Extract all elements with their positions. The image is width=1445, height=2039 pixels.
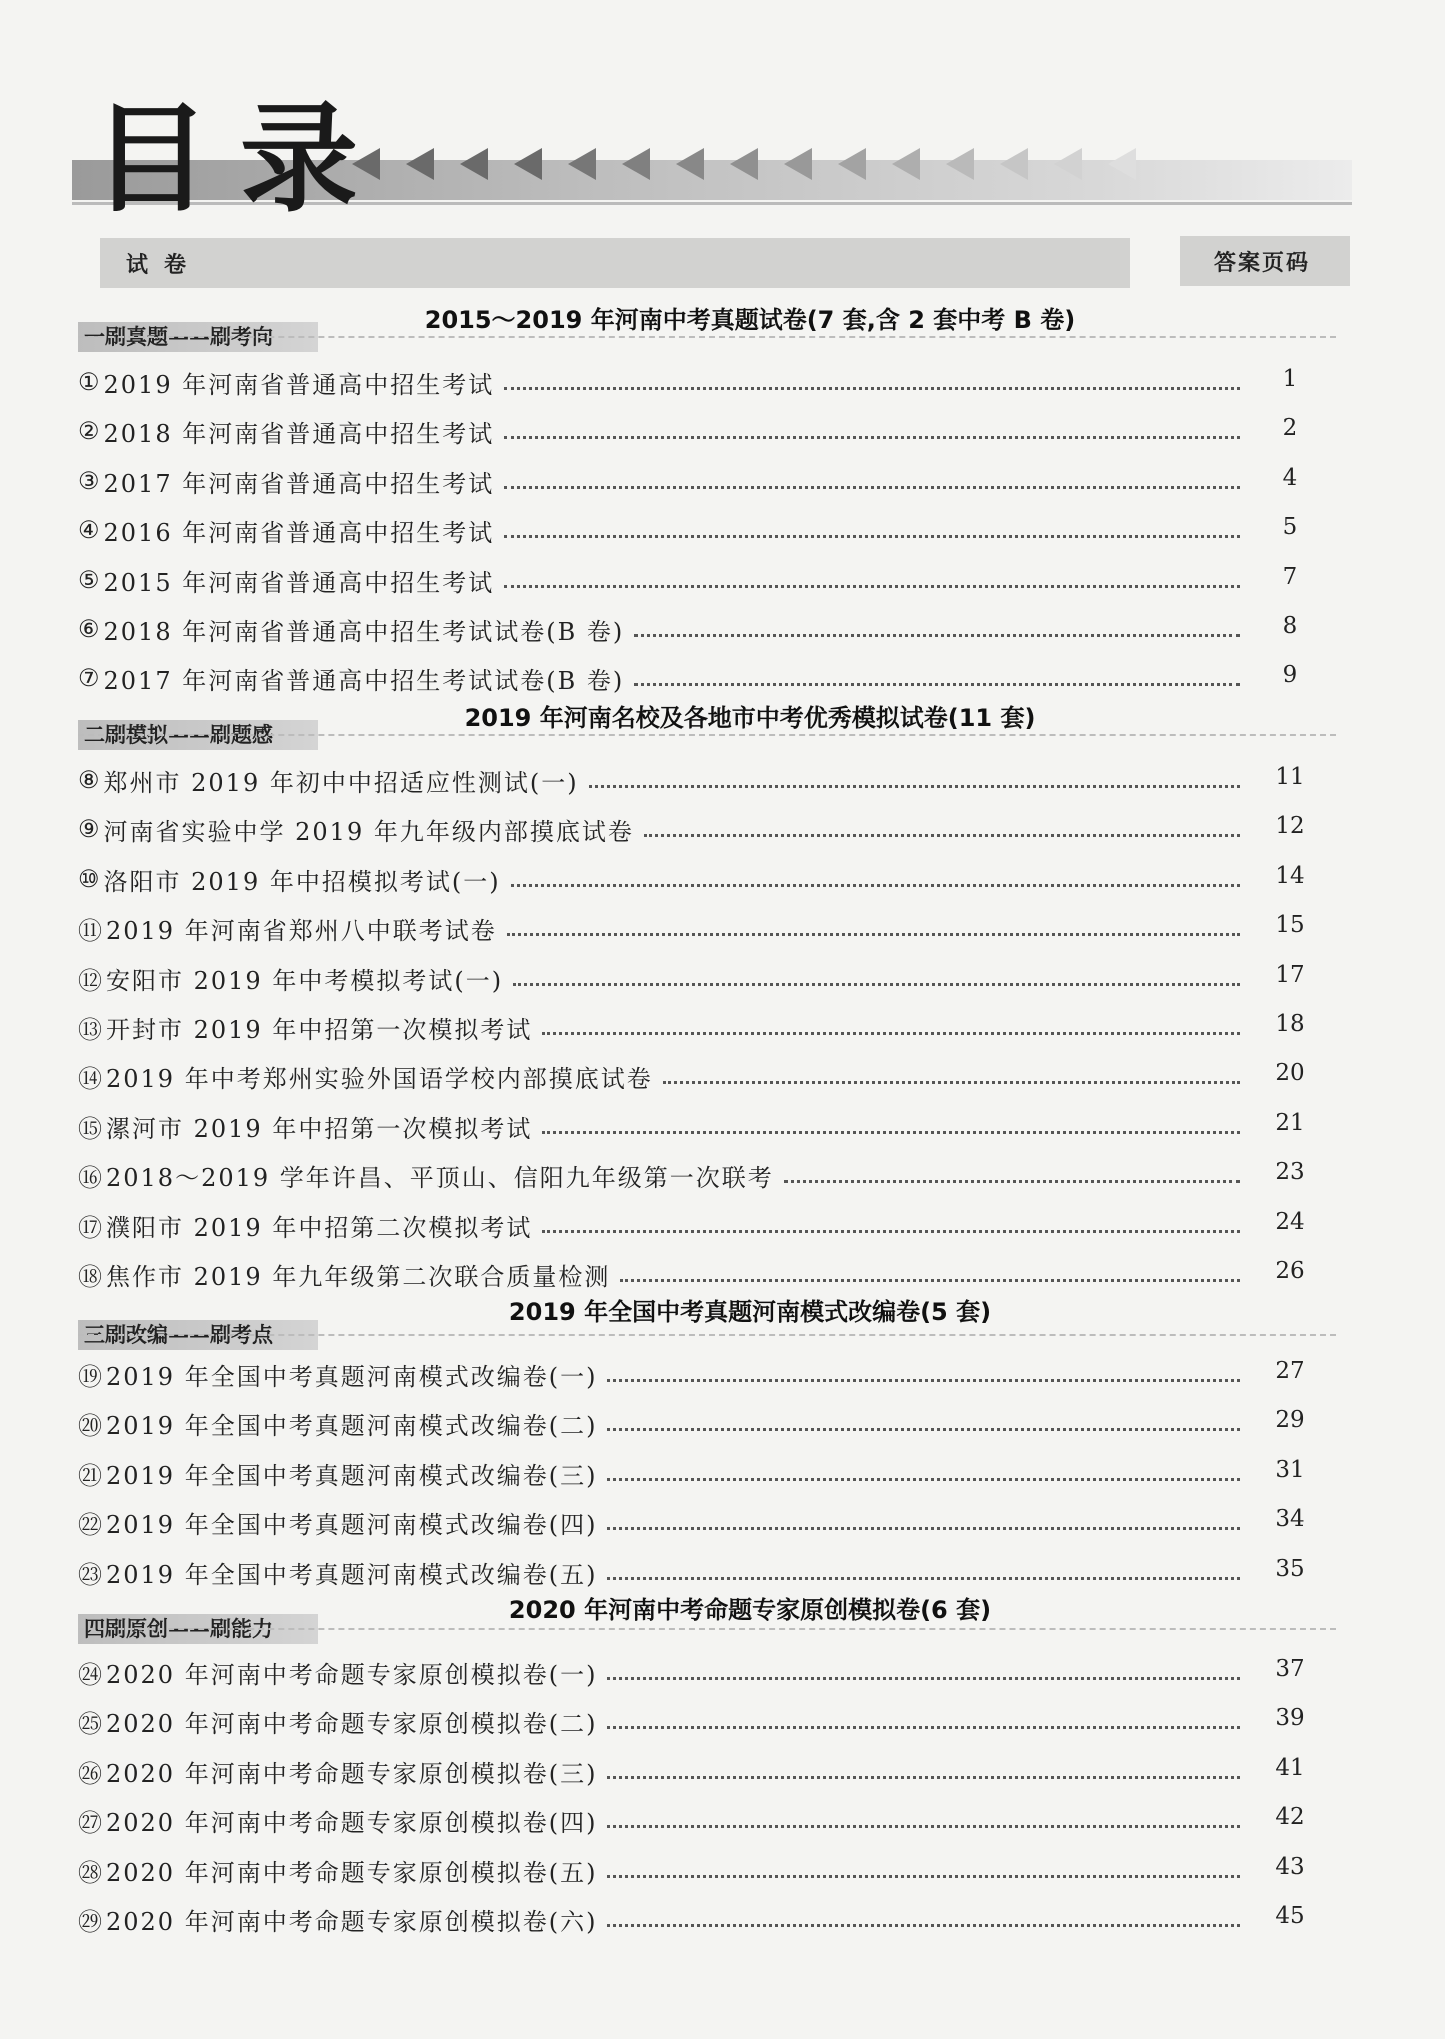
entry-number: ⑱ bbox=[78, 1262, 104, 1291]
dot-leader bbox=[607, 1379, 1240, 1382]
section-label: 一刷真题——刷考向 bbox=[78, 322, 318, 352]
toc-entry[interactable] bbox=[78, 1652, 1250, 1692]
entry-number: ⑧ bbox=[78, 766, 102, 794]
entry-page-number: 24 bbox=[1275, 1209, 1305, 1235]
entry-title: 郑州市 2019 年初中中招适应性测试(一) bbox=[103, 768, 579, 797]
toc-entry[interactable] bbox=[78, 1899, 1250, 1939]
entry-title: 2018 年河南省普通高中招生考试试卷(B 卷) bbox=[103, 617, 625, 646]
dot-leader bbox=[504, 436, 1240, 439]
entry-number: ② bbox=[78, 417, 102, 445]
entry-page-number: 31 bbox=[1275, 1457, 1305, 1483]
entry-title: 2020 年河南中考命题专家原创模拟卷(三) bbox=[106, 1759, 598, 1788]
dot-leader bbox=[607, 1825, 1240, 1828]
entry-title: 2019 年河南省郑州八中联考试卷 bbox=[106, 916, 497, 945]
toc-entry[interactable] bbox=[78, 1701, 1250, 1741]
section-rule bbox=[78, 734, 1336, 736]
entry-page-number: 8 bbox=[1282, 613, 1298, 639]
entry-number: ㉓ bbox=[78, 1560, 104, 1589]
entry-number: ⑪ bbox=[78, 916, 104, 945]
entry-page-number: 4 bbox=[1282, 465, 1298, 491]
toc-entry[interactable] bbox=[78, 809, 1250, 849]
page-title: 目录 bbox=[92, 90, 389, 228]
section-title: 2015～2019 年河南中考真题试卷(7 套,含 2 套中考 B 卷) bbox=[424, 306, 1076, 334]
arrow-left-icon bbox=[622, 148, 650, 180]
dot-leader bbox=[607, 1726, 1240, 1729]
entry-page-number: 41 bbox=[1275, 1755, 1305, 1781]
entry-number: ⑥ bbox=[78, 615, 102, 643]
entry-page-number: 42 bbox=[1275, 1804, 1305, 1830]
entry-number: ㉙ bbox=[78, 1907, 104, 1936]
dot-leader bbox=[513, 983, 1240, 986]
entry-number: ⑬ bbox=[78, 1015, 104, 1044]
entry-title: 2020 年河南中考命题专家原创模拟卷(二) bbox=[106, 1709, 598, 1738]
toc-entry[interactable] bbox=[78, 510, 1250, 550]
entry-number: ⑰ bbox=[78, 1213, 104, 1242]
section-title: 2019 年河南名校及各地市中考优秀模拟试卷(11 套) bbox=[464, 704, 1036, 732]
toc-entry[interactable] bbox=[78, 1453, 1250, 1493]
entry-number: ③ bbox=[78, 467, 102, 495]
toc-entry[interactable] bbox=[78, 560, 1250, 600]
entry-title: 洛阳市 2019 年中招模拟考试(一) bbox=[103, 867, 501, 896]
dot-leader bbox=[784, 1180, 1240, 1183]
dot-leader bbox=[504, 585, 1240, 588]
arrow-left-icon bbox=[514, 148, 542, 180]
title-band bbox=[72, 90, 1352, 228]
entry-page-number: 35 bbox=[1275, 1556, 1305, 1582]
entry-page-number: 26 bbox=[1275, 1258, 1305, 1284]
dot-leader bbox=[504, 486, 1240, 489]
dot-leader bbox=[620, 1279, 1240, 1282]
arrow-left-icon bbox=[460, 148, 488, 180]
entry-page-number: 11 bbox=[1275, 764, 1305, 790]
dot-leader bbox=[663, 1081, 1240, 1084]
toc-entry[interactable] bbox=[78, 859, 1250, 899]
entry-number: ① bbox=[78, 368, 102, 396]
toc-entry[interactable] bbox=[78, 1155, 1250, 1195]
entry-page-number: 23 bbox=[1275, 1159, 1305, 1185]
toc-entry[interactable] bbox=[78, 1354, 1250, 1394]
entry-page-number: 20 bbox=[1275, 1060, 1305, 1086]
toc-entry[interactable] bbox=[78, 1552, 1250, 1592]
column-header-papers-label: 试卷 bbox=[126, 253, 203, 278]
entry-title: 2020 年河南中考命题专家原创模拟卷(一) bbox=[106, 1660, 598, 1689]
entry-page-number: 1 bbox=[1282, 366, 1298, 392]
section-rule bbox=[78, 336, 1336, 338]
entry-title: 2018 年河南省普通高中招生考试 bbox=[103, 419, 495, 448]
entry-page-number: 9 bbox=[1282, 662, 1298, 688]
dot-leader bbox=[607, 1428, 1240, 1431]
entry-number: ⑤ bbox=[78, 566, 102, 594]
toc-entry[interactable] bbox=[78, 1751, 1250, 1791]
entry-number: ⑭ bbox=[78, 1064, 104, 1093]
section-label: 四刷原创——刷能力 bbox=[78, 1614, 318, 1644]
dot-leader bbox=[607, 1875, 1240, 1878]
entry-title: 2018～2019 学年许昌、平顶山、信阳九年级第一次联考 bbox=[106, 1163, 774, 1192]
entry-title: 2019 年全国中考真题河南模式改编卷(一) bbox=[106, 1362, 598, 1391]
entry-page-number: 45 bbox=[1275, 1903, 1305, 1929]
entry-number: ㉕ bbox=[78, 1709, 104, 1738]
toc-entry[interactable] bbox=[78, 362, 1250, 402]
toc-entry[interactable] bbox=[78, 1106, 1250, 1146]
toc-entry[interactable] bbox=[78, 958, 1250, 998]
entry-page-number: 39 bbox=[1275, 1705, 1305, 1731]
column-header-answer-pages bbox=[1180, 236, 1350, 286]
arrow-left-icon bbox=[1000, 148, 1028, 180]
entry-number: ④ bbox=[78, 516, 102, 544]
entry-title: 2017 年河南省普通高中招生考试 bbox=[103, 469, 495, 498]
column-header-answer-pages-label: 答案页码 bbox=[1214, 251, 1311, 276]
entry-number: ㉘ bbox=[78, 1858, 104, 1887]
entry-number: ⑫ bbox=[78, 966, 104, 995]
entry-title: 焦作市 2019 年九年级第二次联合质量检测 bbox=[106, 1262, 611, 1291]
toc-entry[interactable] bbox=[78, 1254, 1250, 1294]
entry-number: ㉖ bbox=[78, 1759, 104, 1788]
toc-entry[interactable] bbox=[78, 1502, 1250, 1542]
toc-entry[interactable] bbox=[78, 908, 1250, 948]
entry-page-number: 7 bbox=[1282, 564, 1298, 590]
entry-title: 漯河市 2019 年中招第一次模拟考试 bbox=[106, 1114, 533, 1143]
entry-page-number: 43 bbox=[1275, 1854, 1305, 1880]
entry-page-number: 29 bbox=[1275, 1407, 1305, 1433]
entry-number: ⑦ bbox=[78, 664, 102, 692]
dot-leader bbox=[607, 1478, 1240, 1481]
dot-leader bbox=[542, 1131, 1240, 1134]
entry-page-number: 12 bbox=[1275, 813, 1305, 839]
entry-number: ⑯ bbox=[78, 1163, 104, 1192]
toc-entry[interactable] bbox=[78, 1007, 1250, 1047]
entry-title: 河南省实验中学 2019 年九年级内部摸底试卷 bbox=[103, 817, 634, 846]
section-rule bbox=[78, 1628, 1336, 1630]
arrow-left-icon bbox=[676, 148, 704, 180]
dot-leader bbox=[504, 535, 1240, 538]
arrow-left-icon bbox=[838, 148, 866, 180]
entry-number: ⑮ bbox=[78, 1114, 104, 1143]
entry-title: 2020 年河南中考命题专家原创模拟卷(六) bbox=[106, 1907, 598, 1936]
entry-title: 安阳市 2019 年中考模拟考试(一) bbox=[106, 966, 504, 995]
section-title: 2020 年河南中考命题专家原创模拟卷(6 套) bbox=[508, 1596, 992, 1624]
entry-title: 2015 年河南省普通高中招生考试 bbox=[103, 568, 495, 597]
entry-title: 2019 年河南省普通高中招生考试 bbox=[103, 370, 495, 399]
toc-entry[interactable] bbox=[78, 1056, 1250, 1096]
entry-title: 2019 年全国中考真题河南模式改编卷(五) bbox=[106, 1560, 598, 1589]
arrow-left-icon bbox=[784, 148, 812, 180]
entry-title: 2019 年全国中考真题河南模式改编卷(三) bbox=[106, 1461, 598, 1490]
entry-title: 2016 年河南省普通高中招生考试 bbox=[103, 518, 495, 547]
entry-page-number: 21 bbox=[1275, 1110, 1305, 1136]
arrow-left-icon bbox=[946, 148, 974, 180]
dot-leader bbox=[644, 834, 1240, 837]
entry-number: ㉑ bbox=[78, 1461, 104, 1490]
arrow-left-icon bbox=[730, 148, 758, 180]
dot-leader bbox=[634, 634, 1240, 637]
entry-page-number: 5 bbox=[1282, 514, 1298, 540]
section-label: 二刷模拟——刷题感 bbox=[78, 720, 318, 750]
entry-page-number: 17 bbox=[1275, 962, 1305, 988]
dot-leader bbox=[607, 1577, 1240, 1580]
section-rule bbox=[78, 1334, 1336, 1336]
toc-entry[interactable] bbox=[78, 1850, 1250, 1890]
entry-title: 2017 年河南省普通高中招生考试试卷(B 卷) bbox=[103, 666, 625, 695]
dot-leader bbox=[634, 683, 1240, 686]
dot-leader bbox=[607, 1776, 1240, 1779]
entry-title: 2020 年河南中考命题专家原创模拟卷(五) bbox=[106, 1858, 598, 1887]
entry-page-number: 15 bbox=[1275, 912, 1305, 938]
dot-leader bbox=[607, 1527, 1240, 1530]
entry-page-number: 2 bbox=[1282, 415, 1298, 441]
entry-number: ⑳ bbox=[78, 1411, 104, 1440]
entry-number: ㉔ bbox=[78, 1660, 104, 1689]
dot-leader bbox=[607, 1677, 1240, 1680]
toc-entry[interactable] bbox=[78, 1800, 1250, 1840]
entry-number: ㉒ bbox=[78, 1510, 104, 1539]
arrow-left-icon bbox=[568, 148, 596, 180]
entry-number: ⑩ bbox=[78, 865, 102, 893]
arrow-left-icon bbox=[1108, 148, 1136, 180]
entry-page-number: 27 bbox=[1275, 1358, 1305, 1384]
dot-leader bbox=[607, 1924, 1240, 1927]
entry-title: 2019 年全国中考真题河南模式改编卷(二) bbox=[106, 1411, 598, 1440]
arrow-left-icon bbox=[892, 148, 920, 180]
dot-leader bbox=[504, 387, 1240, 390]
entry-title: 2019 年全国中考真题河南模式改编卷(四) bbox=[106, 1510, 598, 1539]
entry-title: 濮阳市 2019 年中招第二次模拟考试 bbox=[106, 1213, 533, 1242]
toc-entry[interactable] bbox=[78, 411, 1250, 451]
toc-entry[interactable] bbox=[78, 760, 1250, 800]
toc-entry[interactable] bbox=[78, 461, 1250, 501]
arrow-left-icon bbox=[1054, 148, 1082, 180]
entry-number: ⑨ bbox=[78, 815, 102, 843]
entry-page-number: 18 bbox=[1275, 1011, 1305, 1037]
section-title: 2019 年全国中考真题河南模式改编卷(5 套) bbox=[508, 1298, 992, 1326]
dot-leader bbox=[507, 933, 1240, 936]
section-label: 三刷改编——刷考点 bbox=[78, 1320, 318, 1350]
toc-entry[interactable] bbox=[78, 1403, 1250, 1443]
dot-leader bbox=[542, 1032, 1240, 1035]
column-header-papers bbox=[100, 238, 1130, 288]
toc-entry[interactable] bbox=[78, 1205, 1250, 1245]
toc-entry[interactable] bbox=[78, 609, 1250, 649]
entry-title: 2019 年中考郑州实验外国语学校内部摸底试卷 bbox=[106, 1064, 653, 1093]
decorative-arrows bbox=[352, 148, 1136, 208]
dot-leader bbox=[542, 1230, 1240, 1233]
entry-page-number: 34 bbox=[1275, 1506, 1305, 1532]
toc-entry[interactable] bbox=[78, 658, 1250, 698]
dot-leader bbox=[589, 785, 1240, 788]
dot-leader bbox=[511, 884, 1240, 887]
entry-page-number: 37 bbox=[1275, 1656, 1305, 1682]
arrow-left-icon bbox=[406, 148, 434, 180]
entry-number: ⑲ bbox=[78, 1362, 104, 1391]
entry-title: 开封市 2019 年中招第一次模拟考试 bbox=[106, 1015, 533, 1044]
entry-title: 2020 年河南中考命题专家原创模拟卷(四) bbox=[106, 1808, 598, 1837]
entry-number: ㉗ bbox=[78, 1808, 104, 1837]
entry-page-number: 14 bbox=[1275, 863, 1305, 889]
